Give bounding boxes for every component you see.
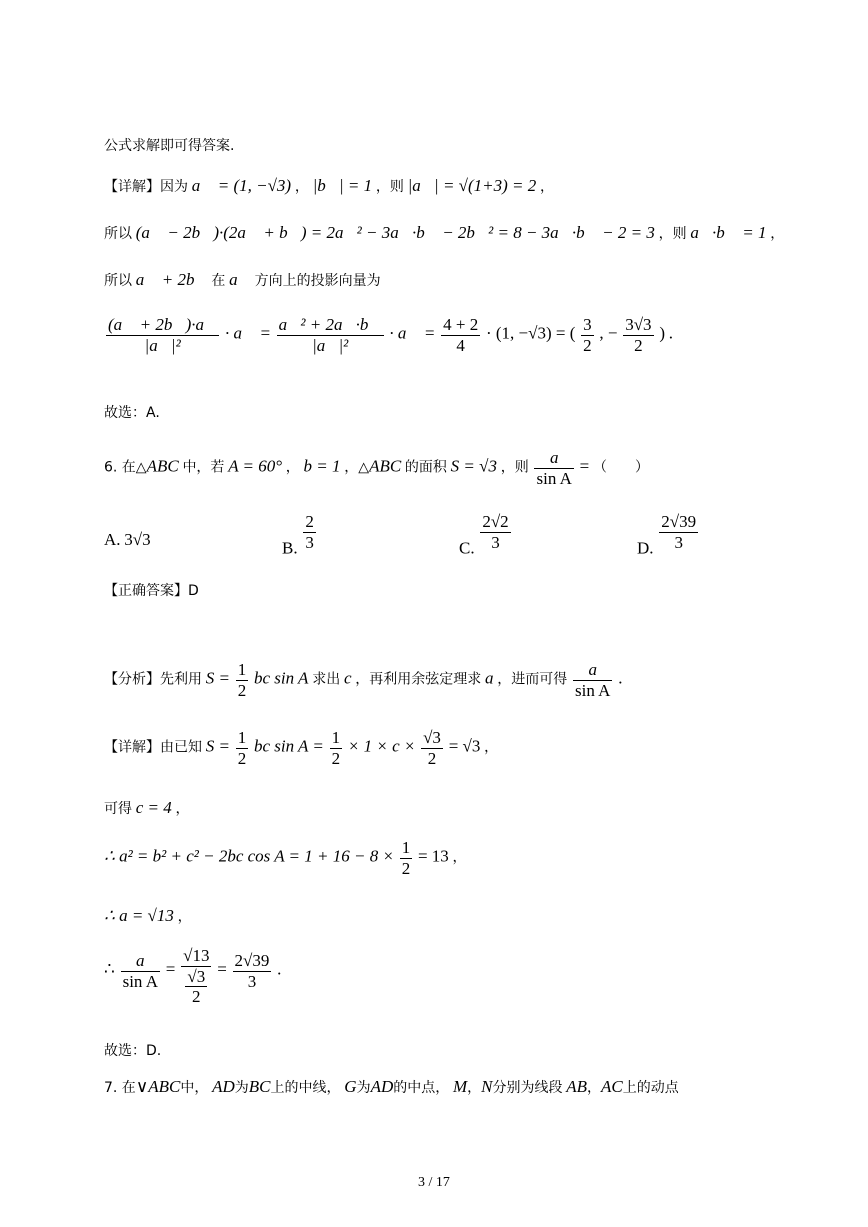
denominator: 2 [237,680,247,700]
math-text: · (1, −√3) = ( [485,323,576,343]
math-text: = 13 [417,846,449,866]
numerator: 3√3 [625,315,652,334]
math-text: = √3 [448,736,481,756]
fraction [236,660,249,700]
math-text: AD [212,1077,235,1096]
text: 所以 [104,273,132,289]
denominator: 2 [237,748,247,768]
fraction [236,728,249,768]
projection-formula [104,315,673,355]
separator: ， [175,801,190,817]
text: 6. 在△ [104,459,147,476]
numerator: a [121,951,160,972]
math-text: S = [205,668,230,688]
text: 的面积 [404,459,447,476]
fraction [185,967,207,1007]
fraction [421,728,443,768]
numerator: √13 [183,946,210,965]
numerator: √3 [423,728,441,747]
denominator: 2 [401,858,411,878]
numerator: a⃗² + 2a⃗·b⃗ [278,315,382,334]
math-expression: (a⃗ − 2b⃗)·(2a⃗ + b⃗) = 2a⃗² − 3a⃗·b⃗ − 2b⃗² = 8 − 3a⃗·b⃗ − 2 = 3 [135,223,655,242]
numerator: 1 [237,728,247,747]
text: 的中点， [393,1080,450,1096]
math-text: S = [205,736,230,756]
get-c-line [104,798,190,818]
text: 在 [211,273,226,289]
text: 可得 [104,801,132,817]
therefore-symbol: ∴ [104,959,115,979]
text: 上的动点 [622,1080,679,1096]
math-text: ABC [146,456,179,476]
denominator: 4 [456,335,465,355]
option-c [459,512,513,558]
numerator: √3 [187,966,206,986]
answer-line: 故选：A. [104,405,160,421]
math-expression: a⃗ = (1, −√3) [191,176,292,195]
text: ，则 [500,459,529,476]
fraction [659,512,698,552]
text: 为 [356,1080,371,1096]
page-number: 3 / 17 [418,1175,450,1190]
text: 中，若 [182,459,225,476]
separator: ， [540,179,555,195]
math-text: c [343,668,352,688]
separator: ， [467,1080,482,1096]
text: ，则 [658,226,687,242]
option-value: 3√3 [124,530,151,549]
math-text: N [481,1077,493,1096]
separator: ， [177,909,192,925]
math-text: · a⃗ = [224,323,271,343]
numerator: 1 [237,660,247,679]
text: 中， [180,1080,209,1096]
period: . [618,668,623,688]
denominator: 2 [634,335,643,355]
answer-line: 故选：D. [104,1043,162,1059]
text: 【详解】由已知 [104,739,202,756]
text: 所以 [104,226,132,242]
denominator: 3 [247,971,257,991]
option-label: A. [104,530,121,549]
answer-blank: （ ） [593,459,650,476]
option-label: B. [282,538,298,558]
math-text: BC [248,1077,271,1096]
math-expression: a⃗ [229,270,251,289]
math-text: a [485,668,494,688]
math-text: = [217,959,227,979]
math-text: ∨ABC [135,1077,181,1096]
math-text: , − [599,323,618,343]
text: 7. 在 [104,1080,136,1096]
fraction [400,838,413,878]
option-label: C. [459,538,475,558]
separator: ， [285,459,300,476]
text: ，△ [344,459,370,476]
denominator: sin A [575,680,611,700]
math-text: ) [659,323,665,343]
fraction [441,315,480,355]
math-text: c = 4 [135,798,172,817]
text: 分别为线段 [492,1080,563,1096]
denominator: 3 [305,532,314,552]
fraction [233,951,272,991]
detail-line-1 [104,176,554,196]
ratio-line [104,946,281,1007]
period: . [668,323,673,343]
detail-label: 【详解】因为 [104,179,188,195]
cosine-law-line [104,838,467,878]
denominator: 3 [674,532,683,552]
fraction [121,951,160,991]
numerator: 2√2 [482,512,509,531]
numerator: 3 [583,315,592,334]
numerator: a [534,448,573,469]
so-line-1 [104,223,784,243]
separator: ， [770,226,785,242]
fraction [330,728,343,768]
option-a [104,530,151,550]
fraction [303,512,316,552]
denominator: sin A [122,971,159,991]
correct-answer: 【正确答案】D [104,583,199,599]
denominator: 3 [491,532,500,552]
text: 为 [234,1080,249,1096]
denominator: |a⃗|² [144,335,181,355]
detail-line-2 [104,728,498,768]
denominator: 2 [583,335,592,355]
text: 上的中线， [270,1080,341,1096]
numerator: 2√39 [234,951,270,971]
math-text: AC [601,1077,623,1096]
so-line-2 [104,270,381,290]
denominator: 2 [427,748,437,768]
a-value-line [104,906,192,926]
math-expression: |a⃗| = √(1+3) = 2 [407,176,537,195]
separator: ， [294,179,309,195]
fraction [181,946,211,1007]
analysis-line [104,660,622,700]
option-d [637,512,700,558]
separator: ， [452,849,467,866]
numerator: a [573,660,612,681]
math-text: A = 60° [228,456,283,476]
math-text: × 1 × c × [347,736,416,756]
math-text: · a⃗ = [389,323,436,343]
math-text: AB [566,1077,588,1096]
denominator [181,967,211,1007]
math-text: = [165,959,176,979]
fraction [623,315,653,355]
math-text: S = √3 [450,456,497,476]
numerator: 1 [401,838,411,857]
text: 【分析】先利用 [104,671,202,688]
math-text: G [344,1077,357,1096]
denominator: 2 [192,987,201,1007]
numerator: 2 [305,512,314,531]
text-line: 公式求解即可得答案. [104,138,235,154]
period: . [277,959,282,979]
fraction [106,315,219,355]
question-7 [104,1077,679,1097]
separator: ， [587,1080,602,1096]
separator: ， [484,739,499,756]
math-text: bc sin A = [253,736,324,756]
fraction [581,315,594,355]
math-expression: a⃗ + 2b⃗ [135,270,208,289]
text: ，则 [375,179,404,195]
option-b [282,512,318,558]
fraction [480,512,510,552]
denominator: 2 [331,748,341,768]
numerator: (a⃗ + 2b⃗)·a⃗ [108,315,218,334]
denominator: sin A [536,468,572,488]
math-text: M [452,1077,468,1096]
fraction [573,660,612,700]
math-text: ∴ a² = b² + c² − 2bc cos A = 1 + 16 − 8 × [104,846,394,866]
question-6 [104,448,649,488]
text: 求出 [312,671,341,688]
numerator: 1 [331,728,341,747]
denominator: |a⃗|² [312,335,349,355]
math-text: AD [370,1077,394,1096]
math-text: bc sin A [253,668,309,688]
fraction [534,448,573,488]
text: ，再利用余弦定理求 [355,671,482,688]
math-text: ABC [369,456,402,476]
text: 方向上的投影向量为 [254,273,381,289]
math-text: b = 1 [303,456,341,476]
math-text: ∴ a = √13 [104,906,174,925]
text: ，进而可得 [497,671,568,688]
numerator: 2√39 [661,512,697,531]
math-text: = [579,456,590,476]
math-expression: a⃗·b⃗ = 1 [690,223,767,242]
math-expression: |b⃗| = 1 [312,176,373,195]
numerator: 4 + 2 [443,315,479,334]
option-label: D. [637,538,654,558]
fraction [277,315,384,355]
